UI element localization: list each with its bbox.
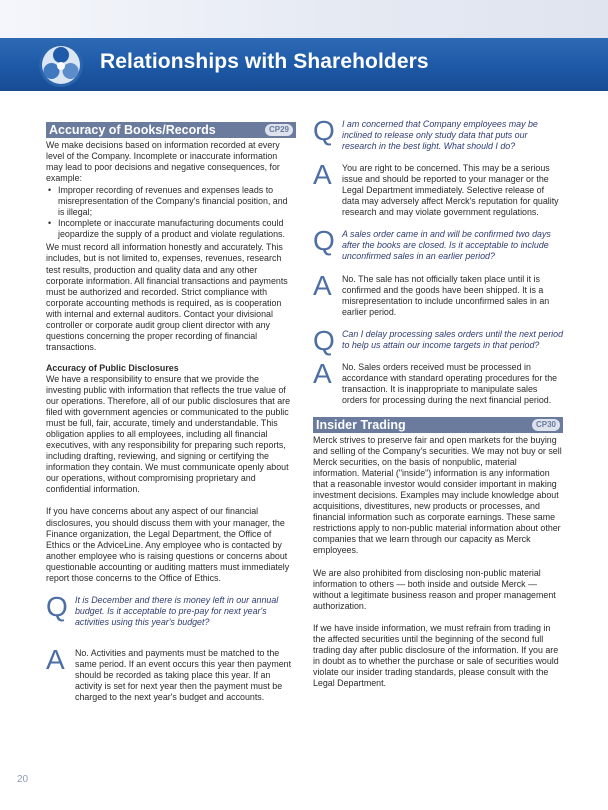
- company-logo-icon: [38, 42, 84, 88]
- answer-text: No. Activities and payments must be matched to the same period. If an event occurs this year then payment should be recorded as taking place this year. If an activity is set for next year then the payment must be charged to the next year's budget and accounts.: [75, 647, 292, 703]
- bullet-item: • Improper recording of revenues and expenses leads to misrepresentation of the Company's financial position, and is illegal;: [46, 185, 296, 218]
- question-block: [313, 115, 563, 152]
- paragraph: If you have concerns about any aspect of our financial disclosures, you should discuss them with your manager, the Finance organization, the Legal Department, the Office of Ethics or the AdviceLine. Any employee who is contacted by another employee who is raising questions or concerns about questionable accounting or auditing matters must immediately report those concerns to the Office of Ethics.: [46, 506, 290, 583]
- paragraph: We are also prohibited from disclosing non-public material information to others — both inside and outside Merck — without a legitimate business reason and proper management authorization.: [313, 567, 556, 611]
- cp-badge: CP29: [265, 124, 293, 136]
- question-text: Can I delay processing sales orders until the next period to help us attain our income targets in that period?: [342, 328, 564, 350]
- answer-text: No. Sales orders received must be processed in accordance with standard operating procedures for the transaction. It is inappropriate to manipulate sales orders for processing during the next financial period.: [342, 361, 558, 405]
- paragraph: We must record all information honestly and accurately. This includes, but is not limited to, expenses, revenues, research test results, production and quality data and any other corporate information. All financial transactions and payments must be authorized and recorded. Strict compliance with corporate accounting methods is required, as is cooperation with internal and external auditors. Contact your divisional controller or corporate audit group client director with any questions concerning the proper recording of financial transactions.: [46, 242, 288, 352]
- left-column: [46, 122, 296, 703]
- cp-badge: CP30: [532, 419, 560, 431]
- bullet-item: • Incomplete or inaccurate manufacturing documents could jeopardize the supply of a product and violate regulations.: [46, 218, 296, 240]
- right-column: [313, 115, 564, 689]
- answer-text: You are right to be concerned. This may be a serious issue and should be reported to your manager or the Legal Department immediately. Selective release of data may adversely affect Merck's reputation for quality research and may violate government regulations.: [342, 163, 559, 218]
- section-banner: [0, 38, 608, 91]
- a-mark: A: [46, 643, 65, 675]
- question-block: [46, 590, 296, 628]
- paragraph: We make decisions based on information recorded at every level of the Company. Incomplete or inaccurate information may lead to poor decisions and negative consequences, for example:: [46, 140, 280, 184]
- answer-block: [313, 269, 563, 318]
- page-number: 20: [17, 774, 29, 785]
- a-mark: A: [313, 269, 332, 301]
- answer-block: [46, 643, 296, 703]
- answer-block: [313, 357, 563, 406]
- a-mark: A: [313, 159, 332, 191]
- paragraph: Merck strives to preserve fair and open markets for the buying and selling of the Company's securities. We may not buy or sell Merck securities, on the basis of nonpublic, material information. Material ("inside") information is any information that a reasonable investor would consider important in making investment decisions. Examples may include knowledge about acquisitions, divestitures, new products or processes, and financial information such as corporate earnings. These same restrictions apply to non-public material information about other companies that we learn through our capacity as Merck employees.: [313, 434, 562, 556]
- question-text: I am concerned that Company employees may be inclined to release only study data that puts our research in the best light. What should I do?: [342, 119, 538, 152]
- q-mark: Q: [313, 225, 335, 257]
- q-mark: Q: [313, 115, 335, 146]
- bullet-list: [46, 185, 296, 240]
- paragraph: We have a responsibility to ensure that we provide the investing public with information that reflects the true value of our operations. Therefore, all of our public disclosures that are filed with government agencies or communicated to the public must be full, fair, accurate, timely and understandable. This obligation applies to all employees, including all financial executives, with any responsibility for preparing such reports, including drafting, reviewing, and signing or certifying the information they contain. We must communicate openly about our operations, without compromising proprietary and confidential information.: [46, 373, 291, 495]
- question-block: [313, 324, 564, 356]
- answer-block: [313, 159, 563, 218]
- question-text: It is December and there is money left in our annual budget. Is it acceptable to pre-pay for next year's activities using this year's budget?: [75, 594, 279, 627]
- section-header-insider-trading: [313, 417, 563, 433]
- section-title: Accuracy of Books/Records: [49, 123, 216, 137]
- section-title: Insider Trading: [316, 417, 406, 432]
- q-mark: Q: [313, 324, 335, 356]
- answer-text: No. The sale has not officially taken place until it is confirmed and the goods have been shipped. It is a misrepresentation to include unconfirmed sales in an earlier period.: [342, 273, 550, 317]
- page-title: Relationships with Shareholders: [100, 50, 429, 73]
- question-text: A sales order came in and will be confirmed two days after the books are closed. Is it acceptable to include unconfirmed sales in an earlier period?: [342, 229, 551, 262]
- section-header-accuracy: [46, 122, 296, 138]
- paragraph: If we have inside information, we must refrain from trading in the affected securities until the beginning of the second full trading day after public disclosure of the information. If you are in doubt as to whether the purchase or sale of securities would violate our insider trading standards, please consult with the Legal Department.: [313, 622, 559, 688]
- subheading: Accuracy of Public Disclosures: [46, 362, 179, 373]
- q-mark: Q: [46, 590, 68, 622]
- top-decorative-band: [0, 0, 608, 38]
- a-mark: A: [313, 357, 332, 389]
- question-block: [313, 225, 563, 262]
